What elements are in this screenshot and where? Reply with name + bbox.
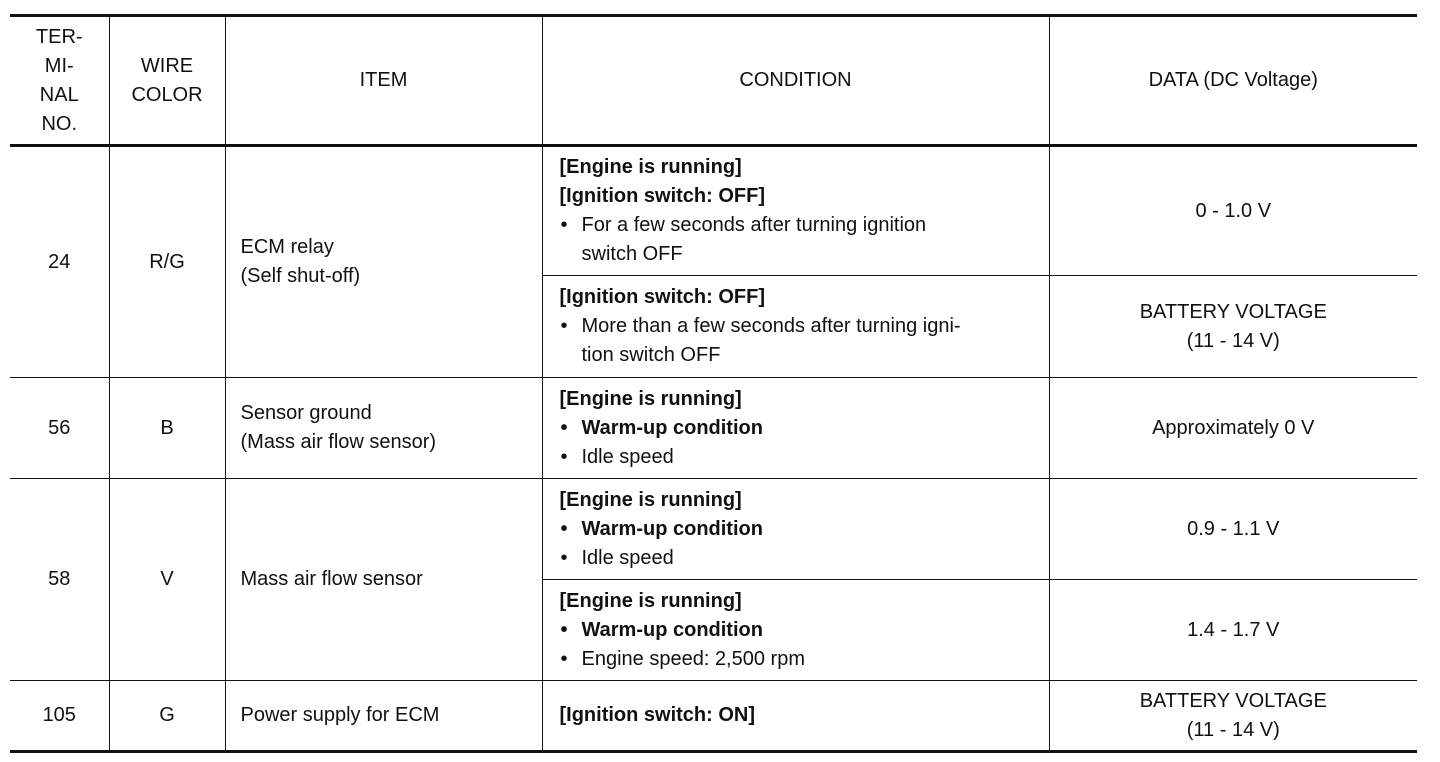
condition-cell: [Ignition switch: ON] [542,681,1049,752]
condition-cell: [Engine is running] [Ignition switch: OFF] • For a few seconds after turning ignition switch OFF [542,146,1049,276]
item-description: Power supply for ECM [225,681,542,752]
data-voltage: BATTERY VOLTAGE (11 - 14 V) [1049,681,1417,752]
table-row [10,378,1417,479]
item-description: Sensor ground (Mass air flow sensor) [225,378,542,479]
condition-bullet: • Idle speed [560,443,1039,472]
condition-bullet: • For a few seconds after turning ignition switch OFF [560,211,1039,269]
wire-color: V [109,479,225,681]
header-condition: CONDITION [542,16,1049,146]
terminal-number: 56 [10,378,109,479]
header-terminal-no: TER- MI- NAL NO. [10,16,109,146]
terminal-number: 24 [10,146,109,378]
table-row [10,681,1417,752]
condition-bullet: • Warm-up condition [560,414,1039,443]
condition-cell: [Ignition switch: OFF] • More than a few seconds after turning igni- tion switch OFF [542,276,1049,378]
terminal-number: 58 [10,479,109,681]
wire-color: G [109,681,225,752]
ecm-terminal-table [10,14,1417,753]
wire-color: B [109,378,225,479]
condition-cell: [Engine is running] • Warm-up condition • Idle speed [542,378,1049,479]
data-voltage: 0 - 1.0 V [1049,146,1417,276]
table-row [10,479,1417,580]
header-item: ITEM [225,16,542,146]
condition-bullet: • Warm-up condition [560,616,1039,645]
header-data: DATA (DC Voltage) [1049,16,1417,146]
header-row [10,16,1417,146]
data-voltage: 1.4 - 1.7 V [1049,580,1417,681]
wire-color: R/G [109,146,225,378]
condition-bullet: • Warm-up condition [560,515,1039,544]
data-voltage: 0.9 - 1.1 V [1049,479,1417,580]
item-description: Mass air flow sensor [225,479,542,681]
header-wire-color: WIRE COLOR [109,16,225,146]
condition-cell: [Engine is running] • Warm-up condition • Idle speed [542,479,1049,580]
condition-bullet: • Idle speed [560,544,1039,573]
table-row [10,146,1417,276]
data-voltage: BATTERY VOLTAGE (11 - 14 V) [1049,276,1417,378]
condition-bullet: • More than a few seconds after turning igni- tion switch OFF [560,312,1039,370]
item-description: ECM relay (Self shut-off) [225,146,542,378]
condition-bullet: • Engine speed: 2,500 rpm [560,645,1039,674]
terminal-number: 105 [10,681,109,752]
condition-cell: [Engine is running] • Warm-up condition • Engine speed: 2,500 rpm [542,580,1049,681]
data-voltage: Approximately 0 V [1049,378,1417,479]
